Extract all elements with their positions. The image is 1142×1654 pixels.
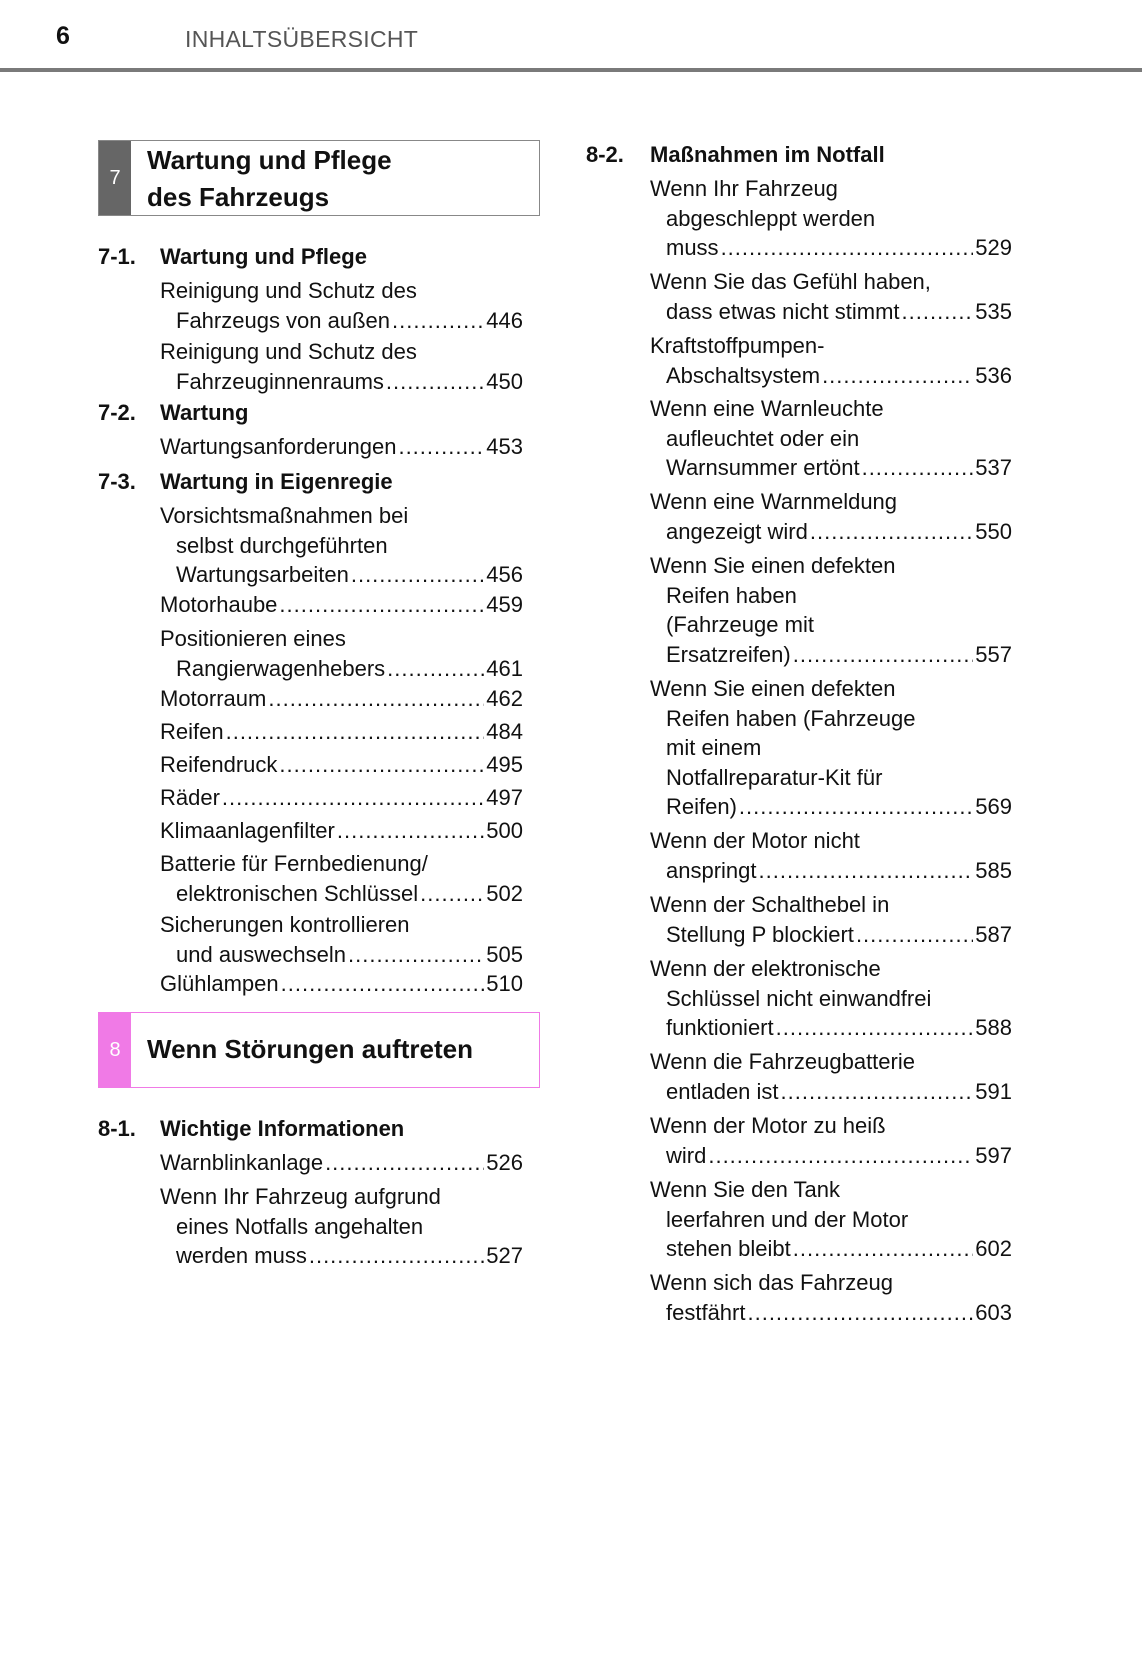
entry-line: Batterie für Fernbedienung/ — [160, 851, 428, 876]
page-ref: 505 — [486, 941, 523, 967]
dot-leader — [793, 1234, 974, 1264]
entry-line: Fahrzeuginnenraums — [176, 368, 384, 394]
chapter-8-box[interactable] — [98, 1012, 540, 1088]
dot-leader — [759, 856, 974, 886]
entry-line: aufleuchtet oder ein — [666, 425, 860, 451]
entry-line: Positionieren eines — [160, 626, 346, 651]
entry-line: Wenn sich das Fahrzeug — [650, 1270, 893, 1295]
dot-leader — [392, 306, 484, 336]
entry-line: Warnblinkanlage — [160, 1150, 324, 1175]
entry-line: selbst durchgeführten — [176, 532, 388, 558]
toc-entry[interactable] — [160, 783, 523, 813]
page-ref: 495 — [486, 752, 523, 777]
dot-leader — [902, 297, 974, 327]
dot-leader — [862, 453, 974, 483]
section-number: 8-2. — [586, 142, 624, 167]
chapter-7-title — [147, 142, 531, 216]
dot-leader — [281, 969, 485, 999]
toc-entry[interactable] — [160, 750, 523, 780]
page-ref: 529 — [975, 235, 1012, 260]
dot-leader — [776, 1013, 974, 1043]
toc-entry[interactable] — [650, 551, 1012, 669]
entry-line: Notfallreparatur-Kit für — [666, 764, 883, 790]
entry-line: Reinigung und Schutz des — [160, 278, 417, 303]
section-title: Wartung in Eigenregie — [160, 469, 393, 494]
dot-leader — [810, 517, 973, 547]
entry-line: Wenn die Fahrzeugbatterie — [650, 1049, 915, 1074]
page-ref: 461 — [486, 655, 523, 681]
dot-leader — [708, 1141, 973, 1171]
entry-line: und auswechseln — [176, 941, 347, 967]
toc-entry[interactable] — [160, 501, 523, 590]
dot-leader — [822, 361, 973, 391]
entry-line: Schlüssel nicht einwandfrei — [666, 985, 932, 1011]
entry-line: Wenn Sie den Tank — [650, 1177, 840, 1202]
entry-line: Kraftstoffpumpen- — [650, 333, 825, 358]
section-number: 8-1. — [98, 1116, 136, 1141]
toc-entry[interactable] — [160, 684, 523, 714]
page-ref: 603 — [975, 1299, 1012, 1325]
page-ref: 527 — [486, 1243, 523, 1268]
entry-line: Räder — [160, 785, 220, 810]
entry-line: mit einem — [666, 735, 762, 760]
toc-entry[interactable] — [650, 331, 1012, 390]
entry-line: Glühlampen — [160, 971, 279, 996]
entry-line: Vorsichtsmaßnahmen bei — [160, 503, 409, 528]
dot-leader — [856, 920, 973, 950]
toc-entry[interactable] — [160, 849, 523, 908]
entry-line: abgeschleppt werden — [666, 205, 876, 231]
dot-leader — [793, 640, 974, 670]
entry-line: Wenn eine Warnmeldung — [650, 489, 898, 514]
toc-entry[interactable] — [160, 816, 523, 846]
chapter-8-title — [147, 1031, 531, 1068]
entry-line: leerfahren und der Motor — [666, 1206, 909, 1232]
page-ref: 588 — [975, 1015, 1012, 1040]
entry-line: Klimaanlagenfilter — [160, 818, 335, 843]
dot-leader — [398, 432, 484, 462]
page-ref: 502 — [486, 880, 523, 906]
toc-entry[interactable] — [650, 1175, 1012, 1264]
running-head: INHALTSÜBERSICHT — [185, 26, 419, 52]
section-title: Wartung und Pflege — [160, 244, 367, 269]
page-ref: 510 — [486, 971, 523, 996]
chapter-8-number: 8 — [99, 1013, 131, 1087]
page-ref: 459 — [486, 592, 523, 617]
entry-line: Wartungsanforderungen — [160, 434, 397, 459]
entry-line: Wenn der Schalthebel in — [650, 892, 890, 917]
entry-line: Wenn der Motor zu heiß — [650, 1113, 886, 1138]
toc-entry[interactable] — [160, 1182, 523, 1271]
toc-entry[interactable] — [650, 267, 1012, 326]
page-ref: 585 — [975, 857, 1012, 883]
dot-leader — [721, 233, 974, 263]
toc-entry[interactable] — [160, 969, 523, 999]
page-header — [0, 0, 1142, 72]
page-ref: 450 — [486, 368, 523, 394]
entry-line: Warnsummer ertönt — [666, 455, 860, 480]
entry-line: Motorraum — [160, 686, 267, 711]
page-ref: 500 — [486, 818, 523, 843]
toc-entry[interactable] — [650, 826, 1012, 885]
toc-entry[interactable] — [650, 890, 1012, 949]
entry-line: Fahrzeugs von außen — [176, 307, 391, 333]
entry-line: wird — [666, 1142, 707, 1168]
toc-entry[interactable] — [160, 624, 523, 683]
entry-line: stehen bleibt — [666, 1236, 791, 1261]
section-title: Wartung — [160, 400, 249, 425]
toc-entry[interactable] — [650, 954, 1012, 1043]
section-number: 7-1. — [98, 244, 136, 269]
entry-line: Reinigung und Schutz des — [160, 339, 417, 364]
page-ref: 453 — [486, 434, 523, 459]
entry-line: Reifen haben (Fahrzeuge — [666, 705, 916, 731]
toc-entry[interactable] — [650, 674, 1012, 822]
page-ref: 587 — [975, 921, 1012, 947]
page-ref: 597 — [975, 1142, 1012, 1168]
entry-line: Wenn Sie einen defekten — [650, 676, 896, 701]
toc-entry[interactable] — [160, 717, 523, 747]
entry-line: Abschaltsystem — [666, 362, 821, 388]
toc-entry[interactable] — [160, 432, 523, 462]
entry-line: Rangierwagenhebers — [176, 655, 386, 681]
toc-entry[interactable] — [650, 487, 1012, 546]
dot-leader — [268, 684, 484, 714]
dot-leader — [387, 654, 484, 684]
page-ref: 526 — [486, 1150, 523, 1175]
toc-entry[interactable] — [650, 1268, 1012, 1327]
entry-line: dass etwas nicht stimmt — [666, 298, 900, 324]
entry-line: Reifen) — [666, 794, 737, 819]
chapter-7-number: 7 — [99, 141, 131, 215]
chapter-7-box[interactable] — [98, 140, 540, 216]
entry-line: angezeigt wird — [666, 518, 808, 544]
entry-line: (Fahrzeuge mit — [666, 612, 814, 637]
entry-line: Wenn eine Warnleuchte — [650, 396, 884, 421]
chapter-7-title-line: Wartung und Pflege — [147, 145, 392, 175]
entry-line: Wartungsarbeiten — [176, 562, 349, 587]
entry-line: Wenn Ihr Fahrzeug aufgrund — [160, 1184, 441, 1209]
page-ref: 557 — [975, 641, 1012, 667]
dot-leader — [781, 1077, 974, 1107]
entry-line: Sicherungen kontrollieren — [160, 912, 410, 937]
page-ref: 591 — [975, 1078, 1012, 1104]
dot-leader — [351, 560, 484, 590]
section-title: Maßnahmen im Notfall — [650, 142, 885, 167]
page-ref: 497 — [486, 785, 523, 810]
page-ref: 602 — [975, 1236, 1012, 1261]
entry-line: Ersatzreifen) — [666, 641, 791, 667]
page-ref: 456 — [486, 562, 523, 587]
entry-line: entladen ist — [666, 1078, 779, 1104]
dot-leader — [222, 783, 484, 813]
dot-leader — [747, 1298, 973, 1328]
entry-line: eines Notfalls angehalten — [176, 1213, 424, 1239]
page-ref: 536 — [975, 362, 1012, 388]
entry-line: festfährt — [666, 1299, 746, 1325]
entry-line: Reifen haben — [666, 582, 797, 608]
toc-entry[interactable] — [160, 910, 523, 969]
toc-entry[interactable] — [160, 590, 523, 620]
dot-leader — [348, 940, 484, 970]
entry-line: Wenn Ihr Fahrzeug — [650, 176, 838, 201]
entry-line: Wenn Sie das Gefühl haben, — [650, 269, 931, 294]
entry-line: elektronischen Schlüssel — [176, 880, 419, 906]
dot-leader — [309, 1241, 484, 1271]
entry-line: funktioniert — [666, 1015, 774, 1040]
toc-entry[interactable] — [160, 337, 523, 396]
toc-entry[interactable] — [650, 394, 1012, 483]
header-rule — [0, 68, 1142, 72]
toc-entry[interactable] — [160, 1148, 523, 1178]
entry-line: Motorhaube — [160, 592, 278, 617]
chapter-7-title-line: des Fahrzeugs — [147, 182, 330, 212]
entry-line: anspringt — [666, 857, 757, 883]
dot-leader — [386, 367, 484, 397]
page-ref: 537 — [975, 455, 1012, 480]
page-ref: 462 — [486, 686, 523, 711]
dot-leader — [279, 750, 484, 780]
entry-line: Wenn der Motor nicht — [650, 828, 860, 853]
dot-leader — [420, 879, 484, 909]
page-ref: 446 — [486, 307, 523, 333]
dot-leader — [279, 590, 484, 620]
toc-entry[interactable] — [650, 174, 1012, 263]
section-title: Wichtige Informationen — [160, 1116, 405, 1141]
entry-line: Reifen — [160, 719, 224, 744]
entry-line: Wenn der elektronische — [650, 956, 881, 981]
page-ref: 535 — [975, 298, 1012, 324]
chapter-8-title-line: Wenn Störungen auftreten — [147, 1034, 473, 1064]
page-number: 6 — [56, 22, 70, 50]
entry-line: Reifendruck — [160, 752, 278, 777]
entry-line: Stellung P blockiert — [666, 921, 854, 947]
entry-line: muss — [666, 235, 719, 260]
dot-leader — [226, 717, 485, 747]
toc-entry[interactable] — [650, 1111, 1012, 1170]
dot-leader — [739, 792, 973, 822]
section-number: 7-2. — [98, 400, 136, 425]
page-ref: 550 — [975, 518, 1012, 544]
page-ref: 569 — [975, 794, 1012, 819]
dot-leader — [337, 816, 484, 846]
entry-line: werden muss — [176, 1243, 307, 1268]
toc-entry[interactable] — [160, 276, 523, 335]
entry-line: Wenn Sie einen defekten — [650, 553, 896, 578]
dot-leader — [325, 1148, 484, 1178]
toc-entry[interactable] — [650, 1047, 1012, 1106]
section-number: 7-3. — [98, 469, 136, 494]
page-ref: 484 — [486, 719, 523, 744]
